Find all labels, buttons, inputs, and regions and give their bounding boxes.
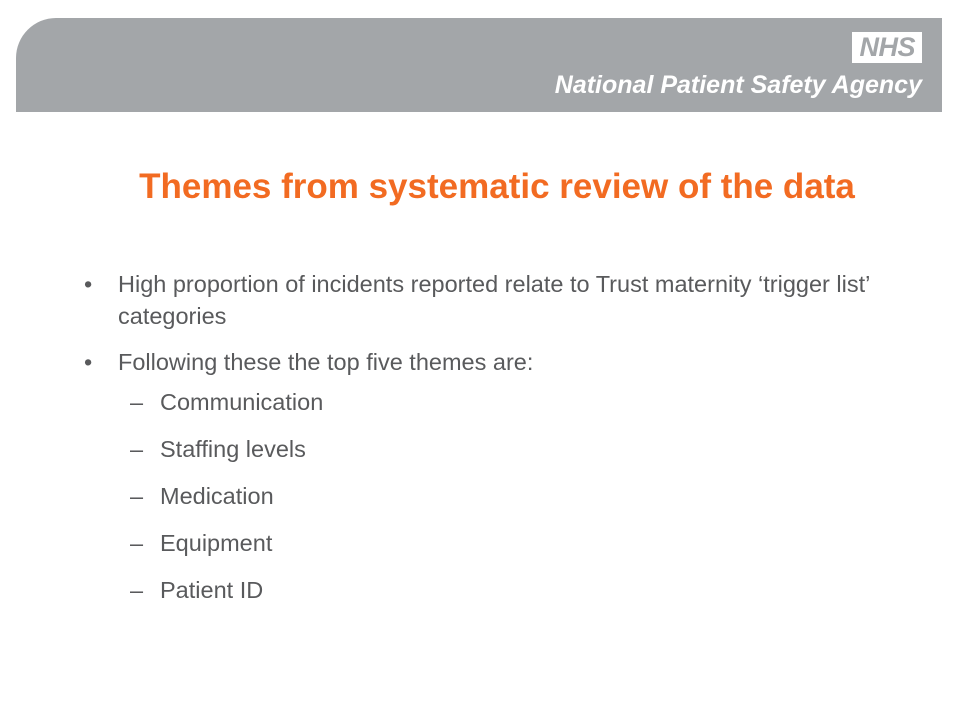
dash-marker: – [130,389,144,415]
bullet-marker: • [84,271,93,297]
theme-item [80,527,900,559]
dash-marker: – [130,436,144,462]
theme-text: Medication [160,483,274,509]
theme-item [80,480,900,512]
bullet-text: High proportion of incidents reported relate to Trust maternity ‘trigger list’ categories [118,271,870,329]
header-band [16,18,942,112]
theme-list [80,386,900,606]
theme-text: Equipment [160,530,273,556]
theme-text: Communication [160,389,324,415]
slide-content [80,268,900,621]
bullet-item [80,346,900,378]
dash-marker: – [130,577,144,603]
dash-marker: – [130,483,144,509]
theme-item [80,386,900,418]
theme-item [80,574,900,606]
slide-title: Themes from systematic review of the data [139,167,855,206]
nhs-logo: NHS [852,32,922,63]
bullet-marker: • [84,349,93,375]
theme-text: Staffing levels [160,436,306,462]
dash-marker: – [130,530,144,556]
bullet-text: Following these the top five themes are: [118,349,534,375]
bullet-item [80,268,900,332]
theme-text: Patient ID [160,577,264,603]
theme-item [80,433,900,465]
agency-name: National Patient Safety Agency [554,71,922,99]
